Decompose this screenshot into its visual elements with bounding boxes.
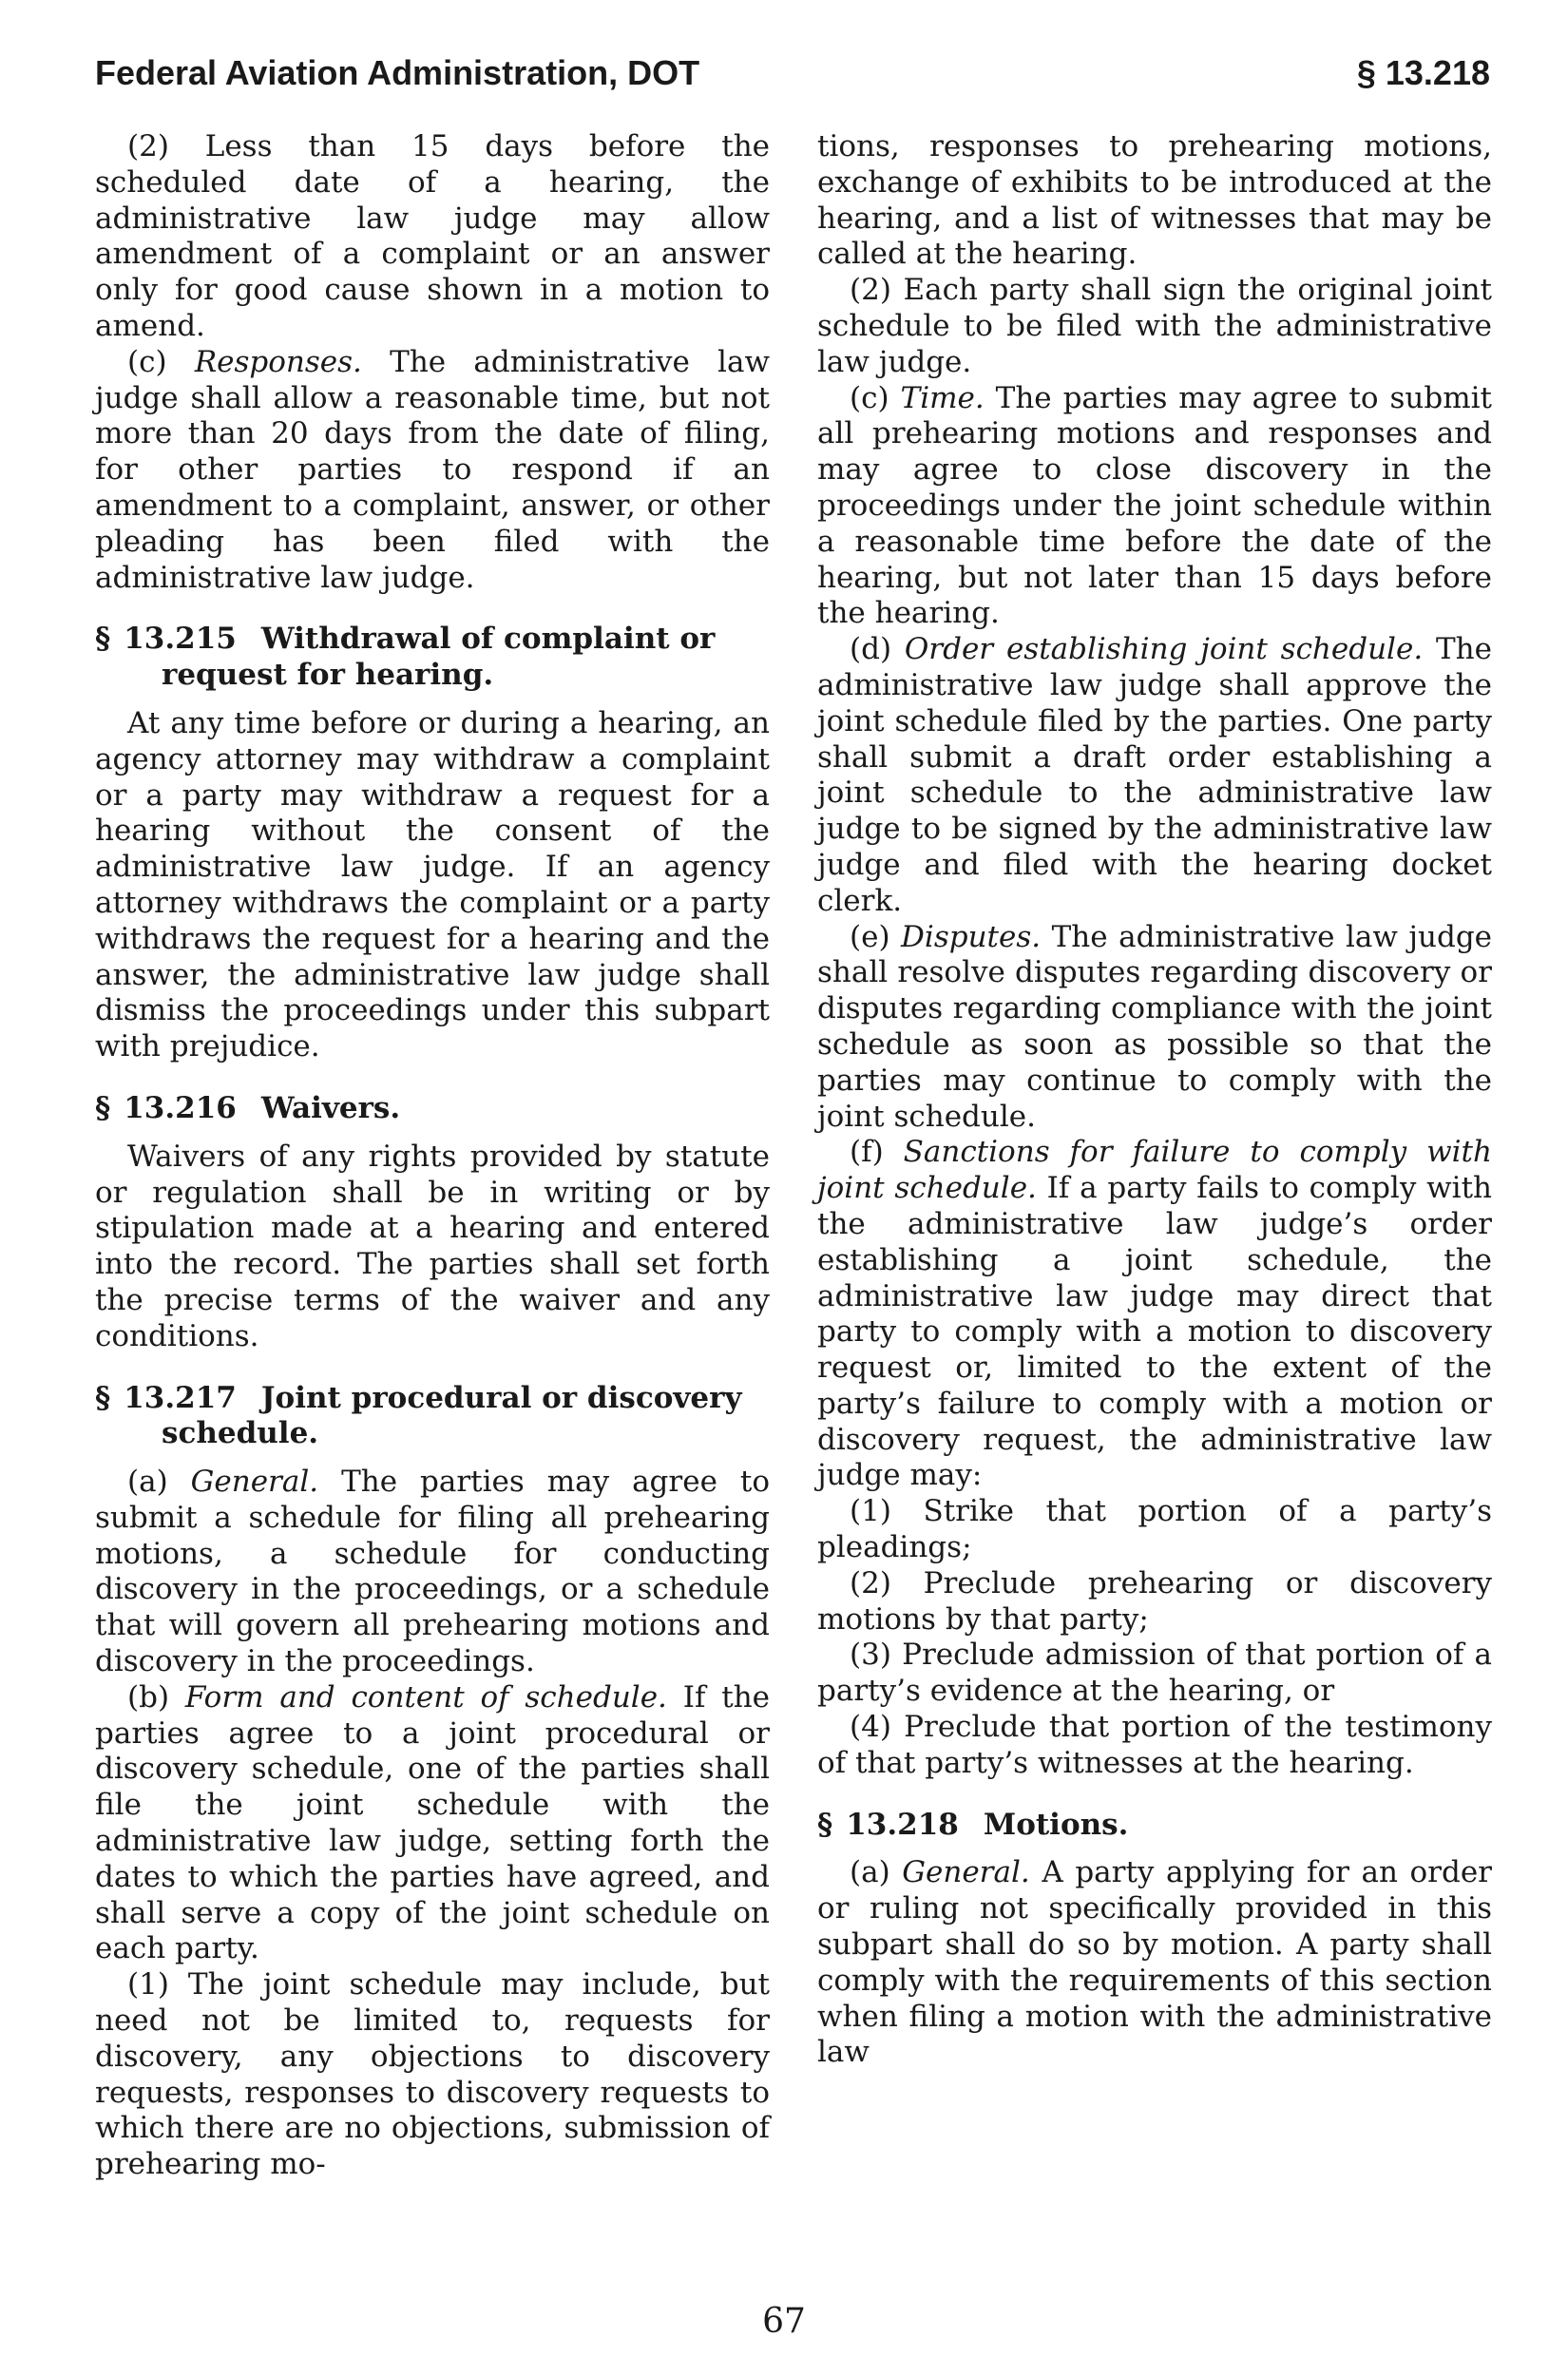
section-number: 13.216 [124, 1090, 237, 1125]
paragraph-f4: (4) Preclude that portion of the testimony of that party’s witnesses at the hearing. [817, 1710, 1492, 1780]
section-symbol: § [95, 622, 111, 657]
section-number: 13.215 [124, 622, 237, 657]
section-title: Joint procedural or discovery schedule. [162, 1380, 742, 1451]
paragraph-b1-start: (1) The joint schedule may include, but need not be limited to, requests for discovery, any objections to discovery requests, responses to discovery requests to which there are no objections, submission of prehearing mo- [95, 1967, 770, 2182]
section-title: Withdrawal of complaint or request for hearing. [162, 622, 716, 693]
paragraph-label: (e) [850, 919, 890, 954]
paragraph-heading: General. [190, 1465, 319, 1500]
paragraph-text: The parties may agree to submit a schedule for filing all prehearing motions, a schedule for conducting discovery in the proceedings, or a schedule that will govern all prehearing motions and discovery in the proceedings. [95, 1465, 770, 1679]
page-number: 67 [762, 2302, 806, 2341]
paragraph-text: If the parties agree to a joint procedural or discovery schedule, one of the parties shall file the joint schedule with the administrative law judge, setting forth the dates to which the parties have agreed, and shall serve a copy of the joint schedule on each party. [95, 1679, 771, 1966]
paragraph-f2: (2) Preclude prehearing or discovery motions by that party; [817, 1565, 1492, 1637]
paragraph-d-order [817, 632, 1492, 919]
section-heading-13-215 [95, 622, 770, 694]
section-13-216-text: Waivers of any rights provided by statute or regulation shall be in writing or by stipulation made at a hearing and entered into the record. The parties shall set forth the precise terms of the waiver and any conditions. [95, 1139, 770, 1353]
section-heading-13-218 [817, 1808, 1492, 1844]
paragraph-a-general-motions [817, 1855, 1492, 2071]
section-title: Motions. [983, 1807, 1129, 1842]
section-symbol: § [95, 1090, 111, 1125]
paragraph-label: (d) [850, 632, 892, 667]
paragraph-b1-continued: tions, responses to prehearing motions, exchange of exhibits to be introduced at the hearing, and a list of witnesses that may be called at the hearing. [817, 129, 1492, 272]
paragraph-c-time [817, 381, 1492, 633]
section-symbol: § [817, 1807, 833, 1842]
paragraph-heading: General. [902, 1855, 1030, 1890]
running-head-section: § 13.218 [1356, 53, 1490, 92]
paragraph-a-general [95, 1465, 770, 1680]
paragraph-label: (a) [850, 1855, 890, 1890]
paragraph-text: A party applying for an order or ruling not specifically provided in this subpart shall do so by motion. A party shall comply with the requirements of this section when filing a motion with the administrative law [817, 1855, 1492, 2070]
paragraph-b-form-content [95, 1680, 770, 1967]
paragraph-f3: (3) Preclude admission of that portion of a party’s evidence at the hearing, or [817, 1638, 1492, 1709]
paragraph-label: (a) [127, 1465, 168, 1500]
section-title: Waivers. [260, 1090, 401, 1125]
running-head-title: Federal Aviation Administration, DOT [95, 53, 700, 92]
section-heading-13-217 [95, 1381, 770, 1453]
paragraph-heading: Disputes. [901, 919, 1042, 954]
right-column [817, 129, 1492, 2071]
paragraph-label: (c) [850, 380, 889, 415]
paragraph-text: If a party fails to comply with the administrative law judge’s order establishing a joint schedule, the administrative law judge may direct that party to comply with a motion to discovery request or, limited to the extent of the party’s failure to comply with a motion or discovery request, the administrative law judge may: [817, 1171, 1492, 1493]
paragraph-heading: Order establishing joint schedule. [904, 632, 1424, 667]
paragraph-heading: Form and content of schedule. [184, 1679, 667, 1715]
paragraph-text: The administrative law judge shall allow a reasonable time, but not more than 20 days from the date of filing, for other parties to respond if an amendment to a complaint, answer, or other pleading has been filed with the administrative law judge. [95, 344, 770, 595]
paragraph-heading: Time. [900, 380, 985, 415]
paragraph-heading: Responses. [194, 344, 362, 379]
section-number: 13.217 [124, 1380, 237, 1415]
section-13-215-text: At any time before or during a hearing, an agency attorney may withdraw a complaint or a party may withdraw a request for a hearing without the consent of the administrative law judge. If an agency attorney withdraws the complaint or a party withdraws the request for a hearing and the answer, the administrative law judge shall dismiss the proceedings under this subpart with prejudice. [95, 705, 770, 1064]
section-symbol: § [95, 1380, 111, 1415]
paragraph-f-sanctions [817, 1135, 1492, 1494]
paragraph-c-responses [95, 345, 770, 597]
paragraph-label: (c) [127, 344, 167, 379]
paragraph-label: (f) [850, 1135, 884, 1170]
paragraph-text: The administrative law judge shall resolve disputes regarding discovery or disputes regarding compliance with the joint schedule as soon as possible so that the parties may continue to comply with the joint schedule. [817, 919, 1493, 1134]
left-column [95, 129, 770, 2183]
paragraph-f1: (1) Strike that portion of a party’s pleadings; [817, 1494, 1492, 1565]
paragraph-e-disputes [817, 920, 1492, 1136]
paragraph-label: (b) [127, 1679, 170, 1715]
paragraph-heading: Sanctions for failure to comply with joint schedule. [817, 1135, 1492, 1206]
paragraph-text: The administrative law judge shall approve the joint schedule filed by the parties. One party shall submit a draft order establishing a joint schedule to the administrative law judge to be signed by the administrative law judge and filed with the hearing docket clerk. [817, 632, 1492, 918]
paragraph-b2: (2) Less than 15 days before the scheduled date of a hearing, the administrative law judge may allow amendment of a complaint or an answer only for good cause shown in a motion to amend. [95, 129, 770, 343]
section-number: 13.218 [846, 1807, 959, 1842]
paragraph-b2-sign: (2) Each party shall sign the original joint schedule to be filed with the administrative law judge. [817, 273, 1492, 379]
paragraph-text: The parties may agree to submit all prehearing motions and responses and may agree to close discovery in the proceedings under the joint schedule within a reasonable time before the date of the hearing, but not later than 15 days before the hearing. [817, 380, 1492, 631]
section-heading-13-216 [95, 1091, 770, 1127]
